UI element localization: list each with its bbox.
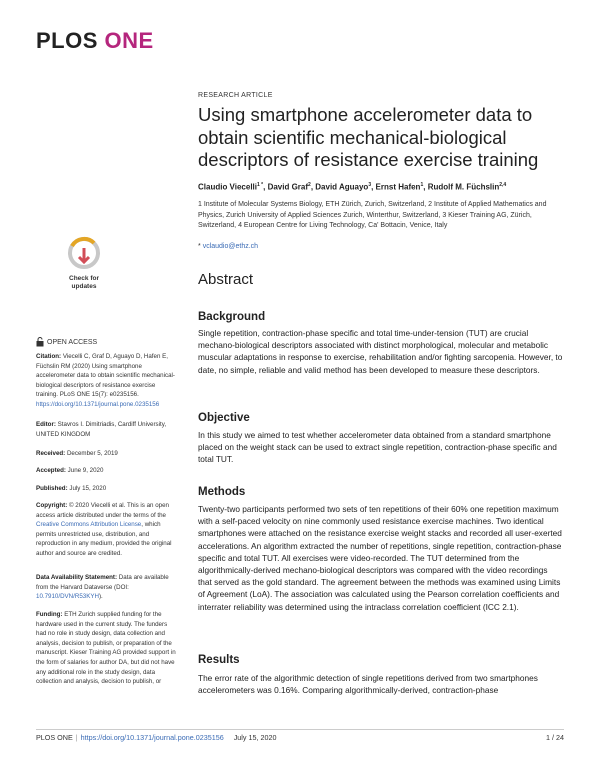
check-updates-icon (62, 236, 106, 270)
affiliations: 1 Institute of Molecular Systems Biology, ETH Zürich, Zurich, Switzerland, 2 Institute of Applied Mathematics and Physics, Zurich University of Applied Sciences Zurich, Winterthur, Switzerland, 3 Kieser Training AG, Zürich, Switzerland, 4 European Centre for Living Technology, Ca' Bottacin, Venice, Italy (198, 201, 547, 229)
citation-text: Viecelli C, Graf D, Aguayo D, Hafen E, Füchslin RM (2020) Using smartphone accelerometer data to obtain scientific mechanical-biological descriptors of resistance exercise training. PLoS ONE 15(7): e0235156. (36, 353, 175, 399)
check-for-updates-badge[interactable] (62, 236, 106, 292)
author[interactable]: Ernst Hafen (375, 182, 421, 192)
received-label: Received: (36, 450, 66, 457)
copyright-label: Copyright: (36, 502, 68, 509)
section-heading-background: Background (198, 311, 266, 323)
received-date: December 5, 2019 (66, 450, 118, 457)
accepted-block (36, 466, 176, 476)
author[interactable]: Claudio Viecelli (198, 182, 257, 192)
author-sup: 1 (420, 182, 424, 188)
copyright-block (36, 501, 176, 559)
citation-label: Citation: (36, 353, 62, 360)
badge-line1: Check for (69, 275, 99, 282)
section-type: RESEARCH ARTICLE (198, 92, 273, 99)
journal-logo (36, 28, 154, 54)
received-block (36, 449, 176, 459)
editor-block (36, 420, 176, 439)
section-heading-methods: Methods (198, 486, 246, 498)
funding-block (36, 610, 176, 687)
editor-text: Stavros I. Dimitriadis, Cardiff University, UNITED KINGDOM (36, 421, 167, 438)
published-label: Published: (36, 485, 68, 492)
section-text-background: Single repetition, contraction-phase specific and total time-under-tension (TUT) are crucial mechano-biological descriptors associated with distinct morphological, molecular and metabolic muscular adaptations in response to exercise, rehabilitation and/or fighting sarcopenia. However, to date, no simple, reliable and valid method has been developed to measure these descriptors. (198, 328, 563, 375)
copyright-text: © 2020 Viecelli et al. This is an open access article distributed under the terms of the (36, 502, 169, 519)
author[interactable]: David Aguayo (315, 182, 369, 192)
corresponding-email (198, 243, 258, 250)
article-title: Using smartphone accelerometer data to obtain scientific mechanical-biological descriptors of resistance exercise training (198, 104, 539, 170)
editor-label: Editor: (36, 421, 56, 428)
badge-line2: updates (71, 283, 97, 290)
copyright-text-end: , which permits unrestricted use, distribution, and reproduction in any medium, provided the original author and source are credited. (36, 521, 172, 557)
published-date: July 15, 2020 (69, 485, 107, 492)
section-heading-results: Results (198, 654, 240, 666)
email-marker: * (198, 243, 201, 250)
abstract-heading: Abstract (198, 271, 254, 288)
page-footer: PLOS ONE | https://doi.org/10.1371/journal.pone.0235156 July 15, 2020 1 / 24 (36, 733, 564, 742)
footer-doi-link[interactable]: https://doi.org/10.1371/journal.pone.0235156 (80, 733, 224, 742)
section-text-objective: In this study we aimed to test whether accelerometer data obtained from a standard smartphone placed on the weight stack can be used to extract single repetition, contraction-phase specific and total TUT. (198, 430, 557, 465)
author-sup: 2,4 (499, 182, 507, 188)
citation-block (36, 352, 176, 410)
data-availability-text: Data are available from the Harvard Dataverse (DOI: (36, 574, 169, 591)
footer-date: July 15, 2020 (233, 733, 277, 742)
data-availability-end: ). (98, 593, 103, 601)
published-block (36, 484, 176, 494)
funding-label: Funding: (36, 611, 63, 618)
data-availability-label: Data Availability Statement: (36, 574, 118, 581)
footer-journal: PLOS ONE (36, 733, 73, 742)
data-availability-block (36, 573, 176, 602)
section-text-methods: Twenty-two participants performed two sets of ten repetitions of their 60% one repetition maximum with a self-paced velocity on nine commonly used resistance exercise machines. Two identical smartphones were attached on the resistance exercise weight stacks and recorded all user-exerted accelerations. An algorithm extracted the number of repetitions, single repetition, contraction-phase specific and total TUT. All exercises were video-recorded. The TUT determined from the algorithmically-derived mechano-biological descriptors was compared with the video recordings that served as the gold standard. The agreement between the methods was examined using Limits of Agreement (LoA). The association was calculated using the Pearson correlation coefficients and interrater reliability was determined using the intraclass correlation coefficient (ICC 2.1). (198, 504, 562, 612)
open-lock-icon (36, 337, 44, 347)
open-access-text: OPEN ACCESS (47, 338, 98, 346)
author-list: Claudio Viecelli$^{1 *}$, David Graf$^2$, David Aguayo$^3$, Ernst Hafen$^1$, Rudolf M. Füchslin$^{2,4}$ (198, 182, 507, 192)
accepted-date: June 9, 2020 (67, 467, 104, 474)
author[interactable]: David Graf (267, 182, 309, 192)
author-sup: 1 * (256, 182, 264, 188)
dataset-doi-link[interactable]: 10.7910/DVN/R53KYH (36, 593, 99, 601)
citation-doi-link[interactable]: https://doi.org/10.1371/journal.pone.0235156 (36, 400, 160, 408)
logo-part1: PLOS (36, 28, 98, 53)
section-heading-objective: Objective (198, 412, 250, 424)
footer-divider (36, 729, 564, 730)
author-sup: 3 (368, 182, 372, 188)
license-link[interactable]: Creative Commons Attribution License (36, 521, 142, 529)
page-number: 1 / 24 (546, 733, 564, 742)
author[interactable]: Rudolf M. Füchslin (427, 182, 500, 192)
email-link[interactable]: vclaudio@ethz.ch (202, 243, 259, 250)
logo-part2: ONE (104, 28, 154, 53)
section-text-results: The error rate of the algorithmic detection of single repetitions derived from two smartphones accelerometers was 0.16%. Comparing algorithmically-derived, contraction-phase (198, 673, 538, 696)
open-access-label (36, 337, 97, 347)
funding-text: ETH Zurich supplied funding for the hardware used in the current study. The funders had no role in study design, data collection and analysis, decision to publish, or preparation of the manuscript. Kieser Training AG provided support in the form of salaries for author DA, but did not have any additional role in the study design, data collection and analysis, decision to publish, or (36, 611, 176, 686)
accepted-label: Accepted: (36, 467, 66, 474)
author-sup: 2 (308, 182, 311, 188)
